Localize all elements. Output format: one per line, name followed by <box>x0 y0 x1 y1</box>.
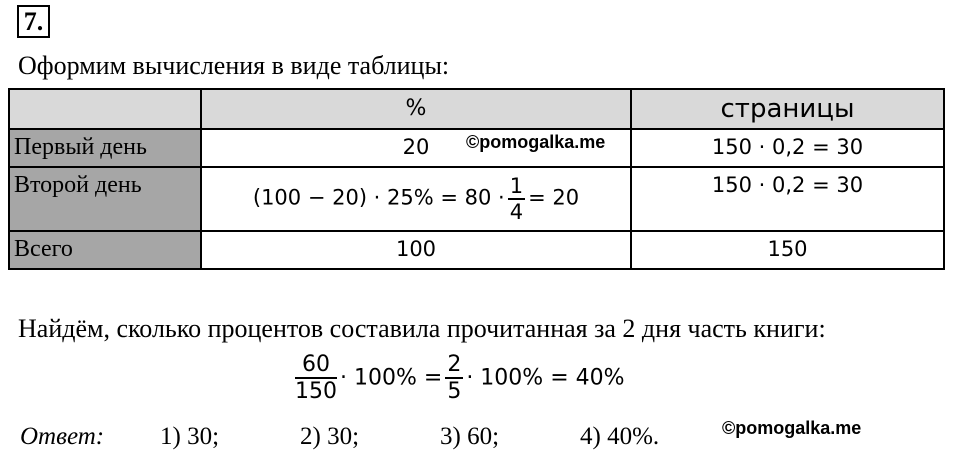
row-pages: 150 <box>631 231 944 269</box>
fraction: $\frac{2}{5}$ <box>447 352 462 405</box>
table-header-row <box>9 89 944 129</box>
fraction: $\frac{1}{4}$ <box>509 173 524 224</box>
row-percent: (100 − 20) · 25% = 80 · $\frac{1}{4}$ = 20 <box>201 167 631 231</box>
answer-label: Ответ: <box>20 423 105 450</box>
answer-option: 3) 60; <box>440 423 500 450</box>
row-percent: 20 ©pomogalka.me <box>201 129 631 167</box>
result-equation: $\frac{60}{150}$ · 100% = $\frac{2}{5}$ · 100% = 40% <box>295 352 625 405</box>
answer-option: 2) 30; <box>300 423 360 450</box>
fraction: $\frac{60}{150}$ <box>295 352 337 405</box>
header-percent: % <box>201 89 631 129</box>
table-row <box>9 231 944 269</box>
header-empty-cell <box>9 89 201 129</box>
intro-text: Оформим вычисления в виде таблицы: <box>18 51 450 80</box>
watermark-text: ©pomogalka.me <box>466 132 606 152</box>
row-pages: 150 · 0,2 = 30 <box>631 129 944 167</box>
answer-option: 4) 40%. <box>580 423 660 450</box>
table-row <box>9 167 944 231</box>
watermark-text: ©pomogalka.me <box>722 418 862 438</box>
row-label: Первый день <box>9 129 201 167</box>
header-pages: страницы <box>631 89 944 129</box>
answer-option: 1) 30; <box>160 423 220 450</box>
row-label: Второй день <box>9 167 201 231</box>
row-label: Всего <box>9 231 201 269</box>
find-text: Найдём, сколько процентов составила прочитанная за 2 дня часть книги: <box>18 314 826 343</box>
table-row <box>9 129 944 167</box>
calculation-table <box>8 88 945 270</box>
row-percent: 100 <box>201 231 631 269</box>
row-pages: 150 · 0,2 = 30 <box>631 167 944 231</box>
task-number: 7. <box>17 5 50 38</box>
